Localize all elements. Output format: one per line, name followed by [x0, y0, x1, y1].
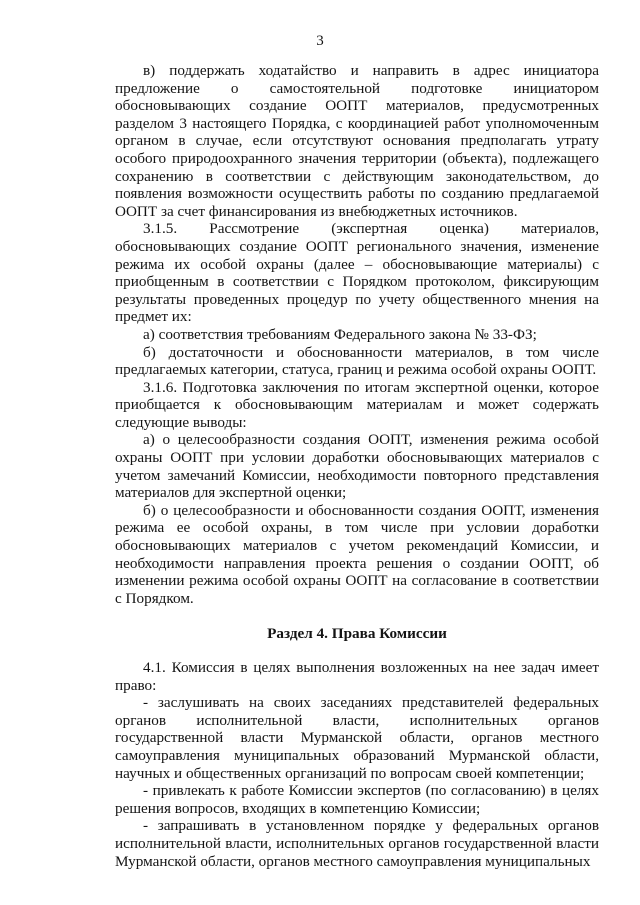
document-body	[115, 62, 599, 870]
paragraph-right-experts: - привлекать к работе Комиссии экспертов (по согласованию) в целях решения вопросов, входящих в компетенцию Комиссии;	[115, 782, 599, 817]
section-heading: Раздел 4. Права Комиссии	[267, 625, 447, 643]
paragraph-4-1: 4.1. Комиссия в целях выполнения возложенных на нее задач имеет право:	[115, 659, 599, 694]
paragraph-item-a-compliance: а) соответствия требованиям Федерального закона № 33-ФЗ;	[143, 325, 537, 343]
paragraph-3-1-5: 3.1.5. Рассмотрение (экспертная оценка) материалов, обосновывающих создание ООПТ регионального значения, изменение режима их особой охраны (далее – обосновывающие материалы) с приобщенным в соответствии с Порядком протоколом, фиксирующим результаты проведенных процедур по учету общественного мнения на предмет их:	[115, 220, 599, 326]
page-number: 3	[316, 33, 324, 49]
paragraph-3-1-6: 3.1.6. Подготовка заключения по итогам экспертной оценки, которое приобщается к обосновывающим материалам и может содержать следующие выводы:	[115, 378, 599, 431]
paragraph-item-b-sufficiency: б) достаточности и обоснованности материалов, в том числе предлагаемых категории, статуса, границ и режима особой охраны ООПТ.	[115, 343, 599, 379]
paragraph-right-request: - запрашивать в установленном порядке у федеральных органов исполнительной власти, исполнительных органов государственной власти Мурманской области, органов местного самоуправления муниципальных	[115, 817, 599, 870]
paragraph-item-a-expediency: а) о целесообразности создания ООПТ, изменения режима особой охраны ООПТ при условии доработки обосновывающих материалов с учетом замечаний Комиссии, необходимости повторного представления материалов для экспертной оценки;	[115, 431, 599, 502]
paragraph-item-b-expediency: б) о целесообразности и обоснованности создания ООПТ, изменения режима ее особой охраны, в том числе при условии доработки обосновывающих материалов с учетом рекомендаций Комиссии, и необходимости направления проекта решения о создании ООПТ, об изменении режима особой охраны ООПТ на согласование в соответствии с Порядком.	[115, 501, 599, 607]
paragraph-right-hear: - заслушивать на своих заседаниях представителей федеральных органов исполнительной власти, исполнительных органов государственной власти Мурманской области, органов местного самоуправления муниципальных образований Мурманской области, научных и общественных организаций по вопросам своей компетенции;	[115, 694, 599, 782]
paragraph-item-v: в) поддержать ходатайство и направить в адрес инициатора предложение о самостоятельной подготовке инициатором обосновывающих создание ООПТ материалов, предусмотренных разделом 3 настоящего Порядка, с координацией работ уполномоченным органом в случае, если отсутствуют основания предполагать утрату особого природоохранного значения территории (объекта), подлежащего сохранению в соответствии с действующим законодательством, до появления возможности осуществить работы по созданию предлагаемой ООПТ за счет финансирования из внебюджетных источников.	[115, 62, 599, 220]
